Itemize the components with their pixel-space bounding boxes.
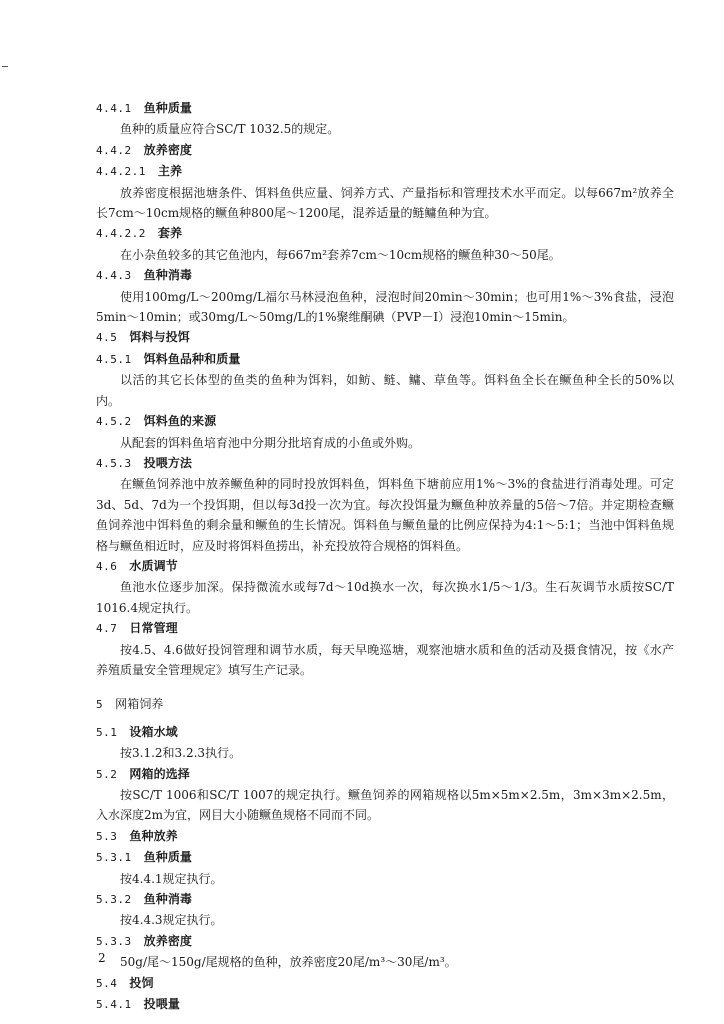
clause-number: 4.5: [96, 331, 118, 345]
clause-number: 4.6: [96, 559, 118, 573]
clause-number: 5.2: [96, 767, 118, 781]
clause-title: 鱼种消毒: [143, 892, 193, 907]
clause-number: 5.3.2: [96, 893, 132, 907]
clause-heading: [96, 847, 674, 868]
clause-title: 饵料鱼的来源: [143, 414, 217, 429]
clause-number: 4.4.2.1: [96, 165, 146, 179]
clause-number: 4.4.2.2: [96, 227, 146, 241]
clause-heading: [96, 140, 674, 161]
paragraph: 按SC/T 1006和SC/T 1007的规定执行。鳜鱼饲养的网箱规格以5m×5m×2.5m，3m×3m×2.5m，入水深度2m为宜，网目大小随鳜鱼规格不同而不同。: [96, 788, 674, 823]
clause-title: 投喂量: [143, 997, 180, 1012]
paragraph: 鱼种的质量应符合SC/T 1032.5的规定。: [120, 122, 340, 137]
clause-heading: [96, 764, 674, 785]
clause-title: 放养密度: [143, 933, 193, 948]
clause-number: 4.4.2: [96, 143, 132, 157]
clause-number: 5.3.3: [96, 934, 132, 948]
clause-number: 4.7: [96, 622, 118, 636]
clause-number: 5.3.1: [96, 851, 132, 865]
paragraph: 在小杂鱼较多的其它鱼池内，每667m²套养7cm～10cm规格的鳜鱼种30～50尾。: [120, 247, 561, 262]
clause-heading: [96, 411, 674, 432]
clause-heading: [96, 161, 674, 182]
clause-heading: [96, 327, 674, 348]
paragraph: 从配套的饵料鱼培育池中分期分批培育成的小鱼或外购。: [120, 435, 421, 450]
clause-title: 鱼种质量: [143, 850, 193, 865]
paragraph: 放养密度根据池塘条件、饵料鱼供应量、饲养方式、产量指标和管理技术水平而定。以每667m²放养全长7cm～10cm规格的鳜鱼种800尾～1200尾，混养适量的鲢鳙鱼种为宜。: [96, 185, 674, 221]
clause-heading: [96, 349, 674, 370]
clause-heading: [96, 618, 674, 639]
clause-title: 放养密度: [143, 142, 193, 157]
document-body: [96, 98, 674, 1015]
paragraph: 按4.5、4.6做好投饲管理和调节水质，每天早晚巡塘，观察池塘水质和鱼的活动及摄食情况，按《水产养殖质量安全管理规定》填写生产记录。: [96, 642, 674, 677]
paragraph: 按4.4.1规定执行。: [120, 871, 223, 886]
clause-title: 鱼种消毒: [143, 268, 193, 283]
clause-title: 主养: [157, 164, 183, 179]
clause-title: 投饲: [129, 975, 154, 990]
clause-heading: [96, 826, 674, 847]
clause-title: 饵料鱼品种和质量: [143, 351, 241, 366]
scan-edge-mark: [2, 66, 8, 67]
clause-title: 鱼种质量: [143, 101, 193, 115]
clause-title: 日常管理: [129, 621, 178, 636]
clause-number: 4.5.2: [96, 415, 132, 429]
clause-title: 水质调节: [129, 558, 178, 573]
section-heading: [96, 694, 674, 715]
clause-title: 套养: [157, 226, 183, 241]
clause-title: 投喂方法: [143, 455, 193, 470]
clause-heading: [96, 98, 674, 119]
paragraph: 50g/尾～150g/尾规格的鱼种，放养密度20尾/m³～30尾/m³。: [120, 955, 457, 970]
clause-heading: [96, 223, 674, 244]
clause-number: 5.1: [96, 725, 118, 739]
clause-number: 4.5.1: [96, 352, 132, 366]
paragraph: 按3.1.2和3.2.3执行。: [120, 746, 242, 761]
clause-number: 4.4.3: [96, 269, 132, 283]
clause-number: 4.4.1: [96, 102, 132, 115]
page-number: 2: [98, 951, 106, 965]
clause-number: 4.5.3: [96, 456, 132, 470]
paragraph: 以活的其它长体型的鱼类的鱼种为饵料，如鲂、鲢、鳙、草鱼等。饵料鱼全长在鳜鱼种全长的50%以内。: [96, 373, 674, 408]
clause-number: 5.3: [96, 829, 118, 843]
paragraph: 在鳜鱼饲养池中放养鳜鱼种的同时投放饵料鱼，饵料鱼下塘前应用1%～3%的食盐进行消毒处理。可定3d、5d、7d为一个投饵期，但以每3d投一次为宜。每次投饵量为鳜鱼种放养量的5倍～7倍。并定期检查鳜鱼饲养池中饵料鱼的剩余量和鳜鱼的生长情况。饵料鱼与鳜鱼量的比例应保持为4:1～5:1；当池中饵料鱼规格与鳜鱼相近时，应及时将饵料鱼捞出，补充投放符合规格的饵料鱼。: [96, 477, 674, 553]
clause-heading: [96, 889, 674, 910]
clause-title: 网箱的选择: [129, 766, 190, 781]
clause-heading: [96, 931, 674, 952]
clause-heading: [96, 453, 674, 474]
clause-title: 鱼种放养: [129, 828, 178, 843]
clause-number: 5: [96, 698, 104, 712]
clause-title: 设箱水域: [129, 724, 178, 739]
paragraph: 按4.4.3规定执行。: [120, 913, 223, 928]
clause-heading: [96, 994, 674, 1015]
paragraph: 使用100mg/L～200mg/L福尔马林浸泡鱼种，浸泡时间20min～30min；也可用1%～3%食盐，浸泡5min～10min；或30mg/L～50mg/L的1%聚维酮碘（PVP－I）浸泡10min～15min。: [96, 289, 674, 325]
clause-title: 网箱饲养: [115, 697, 164, 712]
clause-heading: [96, 556, 674, 577]
clause-heading: [96, 722, 674, 743]
clause-heading: [96, 973, 674, 994]
clause-number: 5.4: [96, 976, 118, 990]
paragraph: 鱼池水位逐步加深。保持微流水或每7d～10d换水一次，每次换水1/5～1/3。生石灰调节水质按SC/T 1016.4规定执行。: [96, 580, 674, 615]
clause-title: 饵料与投饵: [129, 330, 190, 345]
clause-number: 5.4.1: [96, 998, 132, 1012]
clause-heading: [96, 265, 674, 286]
